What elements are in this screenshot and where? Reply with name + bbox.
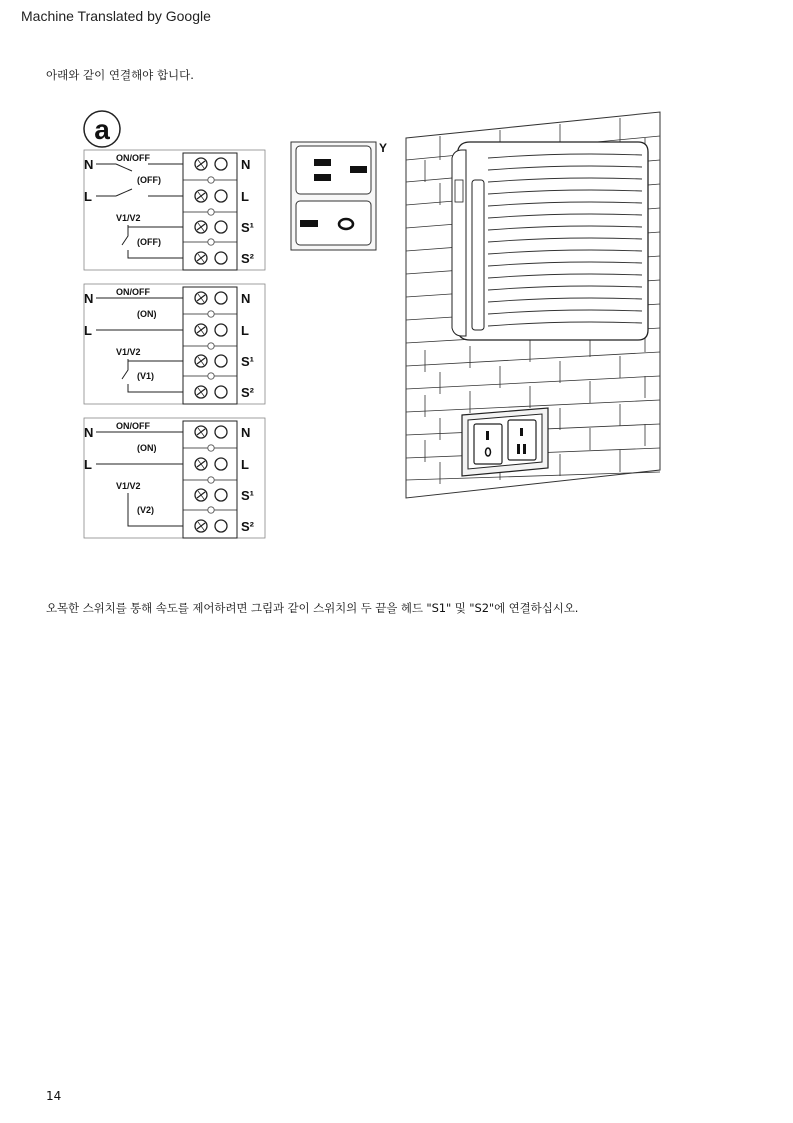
wall-fan-illustration [406,112,660,498]
label-v1v2: V1/V2 [116,347,141,357]
state-on-off: (ON) [137,309,157,319]
terminal-4: S² [241,385,254,400]
terminal-4: S² [241,519,254,534]
switch-mark-icon [314,159,331,166]
switch-plate-detail [291,141,387,250]
state-speed: (V1) [137,371,155,381]
wiring-diagram-off [84,150,265,270]
switch-mark-icon [339,219,353,229]
terminal-3: S¹ [241,354,254,369]
panel-label: a [94,114,110,145]
terminal-1: N [241,157,251,172]
panel-label-badge [84,111,120,147]
wiring-figure [0,0,793,560]
instruction-text: 오목한 스위치를 통해 속도를 제어하려면 그림과 같이 스위치의 두 끝을 헤드 "S1" 및 "S2"에 연결하십시오. [46,601,579,615]
label-l: L [84,189,92,204]
switch-label-y: Y [379,141,388,155]
wiring-diagram-v2 [84,418,265,538]
state-speed: (V2) [137,505,155,515]
state-on-off: (OFF) [137,175,161,185]
terminal-3: S¹ [241,220,254,235]
label-on-off: ON/OFF [116,287,150,297]
wiring-diagram-v1 [84,284,265,404]
terminal-2: L [241,323,249,338]
page-number: 14 [46,1089,62,1103]
label-v1v2: V1/V2 [116,213,141,223]
terminal-3: S¹ [241,488,254,503]
machine-translation-notice: Machine Translated by Google [21,8,211,24]
terminal-4: S² [241,251,254,266]
terminal-2: L [241,189,249,204]
state-on-off: (ON) [137,443,157,453]
intro-text: 아래와 같이 연결해야 합니다. [46,68,194,82]
label-on-off: ON/OFF [116,153,150,163]
label-n: N [84,291,94,306]
label-n: N [84,157,94,172]
label-n: N [84,425,94,440]
state-speed: (OFF) [137,237,161,247]
switch-mark-icon [350,166,367,173]
switch-mark-icon [300,220,318,227]
label-on-off: ON/OFF [116,421,150,431]
terminal-1: N [241,291,251,306]
terminal-1: N [241,425,251,440]
label-l: L [84,323,92,338]
label-v1v2: V1/V2 [116,481,141,491]
switch-mark-icon [314,174,331,181]
label-l: L [84,457,92,472]
terminal-2: L [241,457,249,472]
